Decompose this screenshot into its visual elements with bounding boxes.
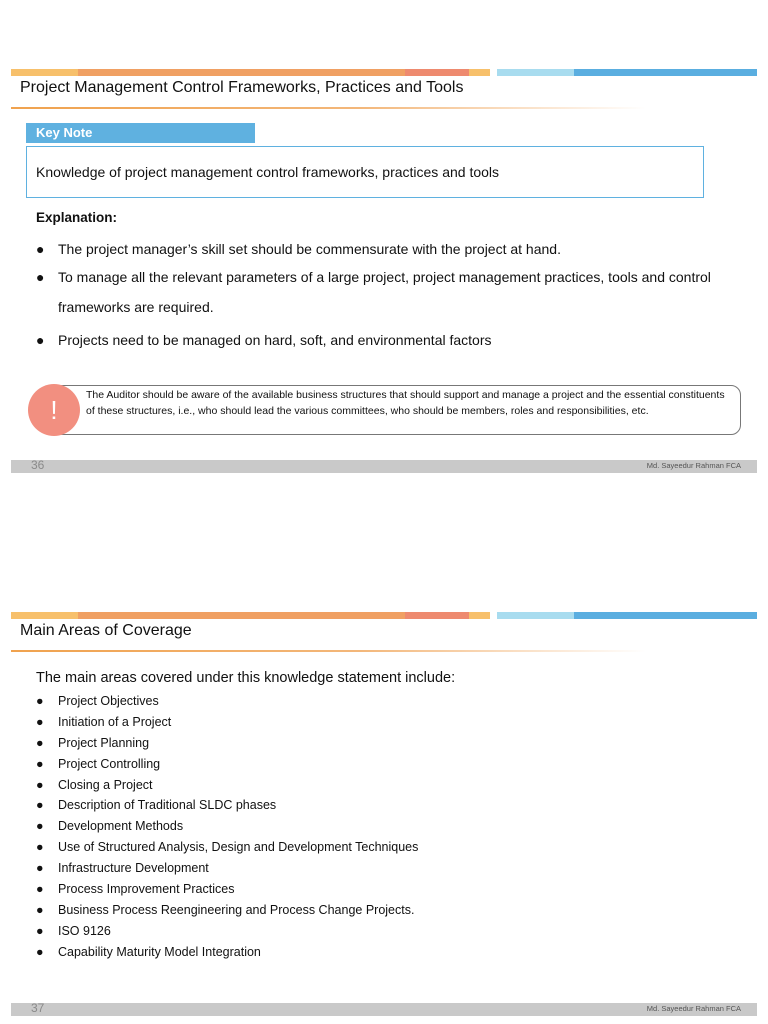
bullet-item: ● Projects need to be managed on hard, soft, and environmental factors (36, 325, 736, 355)
bullet-icon: ● (36, 269, 45, 285)
bullet-icon: ● (36, 332, 45, 348)
coverage-list (36, 691, 418, 963)
bullet-icon: ● (36, 777, 44, 792)
title-underline (11, 650, 646, 652)
list-item: ● Closing a Project (36, 775, 418, 796)
bullet-icon: ● (36, 798, 44, 813)
bullet-icon: ● (36, 819, 44, 834)
list-item: ● Process Improvement Practices (36, 879, 418, 900)
bullet-icon: ● (36, 241, 45, 257)
list-item: ● Initiation of a Project (36, 712, 418, 733)
auditor-note-text: The Auditor should be aware of the available business structures that should support and manage a project and the essential constituents of these structures, i.e., who should lead the various committees, who should be members, roles and responsibilities, etc. (86, 389, 725, 417)
page-number: 36 (31, 458, 45, 472)
top-color-bar (11, 612, 757, 619)
explanation-heading: Explanation: (36, 210, 118, 225)
list-item: ● Project Controlling (36, 754, 418, 775)
bullet-icon: ● (36, 902, 44, 917)
list-item: ● Project Planning (36, 733, 418, 754)
bullet-item: ● The project manager’s skill set should be commensurate with the project at hand. (36, 234, 736, 264)
list-item: ● Description of Traditional SLDC phases (36, 795, 418, 816)
intro-text: The main areas covered under this knowledge statement include: (36, 670, 456, 686)
footer-bar (11, 1003, 757, 1016)
list-item: ● Development Methods (36, 816, 418, 837)
list-item: ● Project Objectives (36, 691, 418, 712)
key-note-text: Knowledge of project management control frameworks, practices and tools (36, 164, 500, 180)
bullet-icon: ● (36, 735, 44, 750)
key-note-box (26, 146, 704, 198)
list-item: ● Use of Structured Analysis, Design and Development Techniques (36, 837, 418, 858)
key-note-label: Key Note (26, 123, 255, 143)
exclamation-icon: ! (28, 384, 80, 436)
bullet-icon: ● (36, 756, 44, 771)
author-credit: Md. Sayeedur Rahman FCA (646, 461, 741, 470)
list-item: ● ISO 9126 (36, 921, 418, 942)
bullet-icon: ● (36, 840, 44, 855)
page-title: Project Management Control Frameworks, Practices and Tools (20, 79, 464, 96)
title-underline (11, 107, 646, 109)
page-number: 37 (31, 1001, 45, 1015)
bullet-icon: ● (36, 923, 44, 938)
list-item: ● Capability Maturity Model Integration (36, 942, 418, 963)
bullet-icon: ● (36, 694, 44, 708)
footer-bar (11, 460, 757, 473)
top-color-bar (11, 69, 757, 76)
author-credit: Md. Sayeedur Rahman FCA (646, 1004, 741, 1013)
page-title: Main Areas of Coverage (20, 622, 192, 639)
list-item: ● Infrastructure Development (36, 858, 418, 879)
bullet-item: ● To manage all the relevant parameters of a large project, project management practices, tools and control frameworks are required. (36, 262, 736, 322)
bullet-icon: ● (36, 944, 44, 959)
list-item: ● Business Process Reengineering and Process Change Projects. (36, 900, 418, 921)
bullet-icon: ● (36, 882, 44, 897)
bullet-icon: ● (36, 861, 44, 876)
bullet-icon: ● (36, 714, 44, 729)
auditor-note-box (44, 385, 741, 435)
